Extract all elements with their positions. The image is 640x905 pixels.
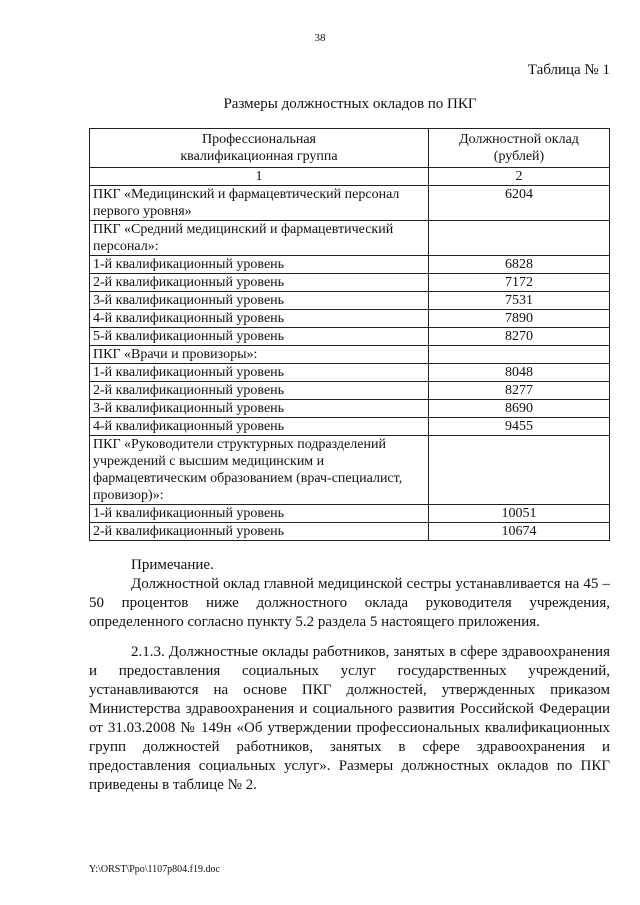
row-label: 4-й квалификационный уровень [90, 418, 429, 436]
row-salary: 9455 [429, 418, 610, 436]
row-salary: 7890 [429, 310, 610, 328]
column-number-2: 2 [429, 168, 610, 186]
row-salary: 8277 [429, 382, 610, 400]
row-salary: 8270 [429, 328, 610, 346]
column-number-1: 1 [90, 168, 429, 186]
table-row [90, 328, 610, 346]
table-row [90, 346, 610, 364]
table-header-row [90, 129, 610, 168]
row-label: ПКГ «Медицинский и фармацевтический персонал первого уровня» [90, 186, 429, 221]
row-label: ПКГ «Руководители структурных подразделений учреждений с высшим медицинским и фармацевтическим образованием (врач-специалист, провизор)»: [90, 436, 429, 505]
table-row [90, 436, 610, 505]
row-label: ПКГ «Врачи и провизоры»: [90, 346, 429, 364]
note-block [89, 556, 610, 632]
row-label: 2-й квалификационный уровень [90, 382, 429, 400]
note-title: Примечание. [131, 557, 214, 573]
row-label: 1-й квалификационный уровень [90, 505, 429, 523]
body-paragraph: 2.1.3. Должностные оклады работников, занятых в сфере здравоохранения и предоставления социальных услуг государственных учреждений, устанавливаются на основе ПКГ должностей, утвержденных приказом Министерства здравоохранения и социального развития Российской Федерации от 31.03.2008 № 149н «Об утверждении профессиональных квалификационных групп должностей работников, занятых в сфере здравоохранения и предоставления социальных услуг». Размеры должностных окладов по ПКГ приведены в таблице № 2. [89, 644, 610, 793]
file-path-footer: Y:\ORST\Ppo\1107p804.f19.doc [89, 864, 220, 875]
row-label: ПКГ «Средний медицинский и фармацевтический персонал»: [90, 221, 429, 256]
row-salary: 7172 [429, 274, 610, 292]
row-salary [429, 346, 610, 364]
row-salary [429, 436, 610, 505]
table-row [90, 221, 610, 256]
salary-table-body [90, 129, 610, 541]
table-row [90, 364, 610, 382]
table-row [90, 292, 610, 310]
salary-table [89, 128, 610, 541]
table-row [90, 274, 610, 292]
row-label: 4-й квалификационный уровень [90, 310, 429, 328]
column-number-row [90, 168, 610, 186]
table-row [90, 256, 610, 274]
table-row [90, 400, 610, 418]
row-label: 5-й квалификационный уровень [90, 328, 429, 346]
row-salary: 8690 [429, 400, 610, 418]
note-text: Должностной оклад главной медицинской сестры устанавливается на 45 – 50 процентов ниже должностного оклада руководителя учреждения, определенного согласно пункту 5.2 раздела 5 настоящего приложения. [89, 576, 610, 630]
header-cell-salary: Должностной оклад (рублей) [429, 129, 610, 168]
header-cell-group: Профессиональная квалификационная группа [90, 129, 429, 168]
row-salary: 10674 [429, 523, 610, 541]
row-salary [429, 221, 610, 256]
row-salary: 6204 [429, 186, 610, 221]
table-row [90, 186, 610, 221]
row-label: 3-й квалификационный уровень [90, 400, 429, 418]
table-row [90, 505, 610, 523]
table-title: Размеры должностных окладов по ПКГ [223, 96, 477, 112]
row-salary: 7531 [429, 292, 610, 310]
table-row [90, 523, 610, 541]
row-label: 2-й квалификационный уровень [90, 274, 429, 292]
page-number: 38 [314, 32, 326, 44]
table-row [90, 310, 610, 328]
row-label: 1-й квалификационный уровень [90, 256, 429, 274]
row-salary: 6828 [429, 256, 610, 274]
row-label: 3-й квалификационный уровень [90, 292, 429, 310]
body-paragraph-block [89, 643, 610, 795]
row-salary: 8048 [429, 364, 610, 382]
table-row [90, 382, 610, 400]
row-label: 1-й квалификационный уровень [90, 364, 429, 382]
table-label: Таблица № 1 [527, 62, 610, 78]
table-row [90, 418, 610, 436]
row-salary: 10051 [429, 505, 610, 523]
row-label: 2-й квалификационный уровень [90, 523, 429, 541]
